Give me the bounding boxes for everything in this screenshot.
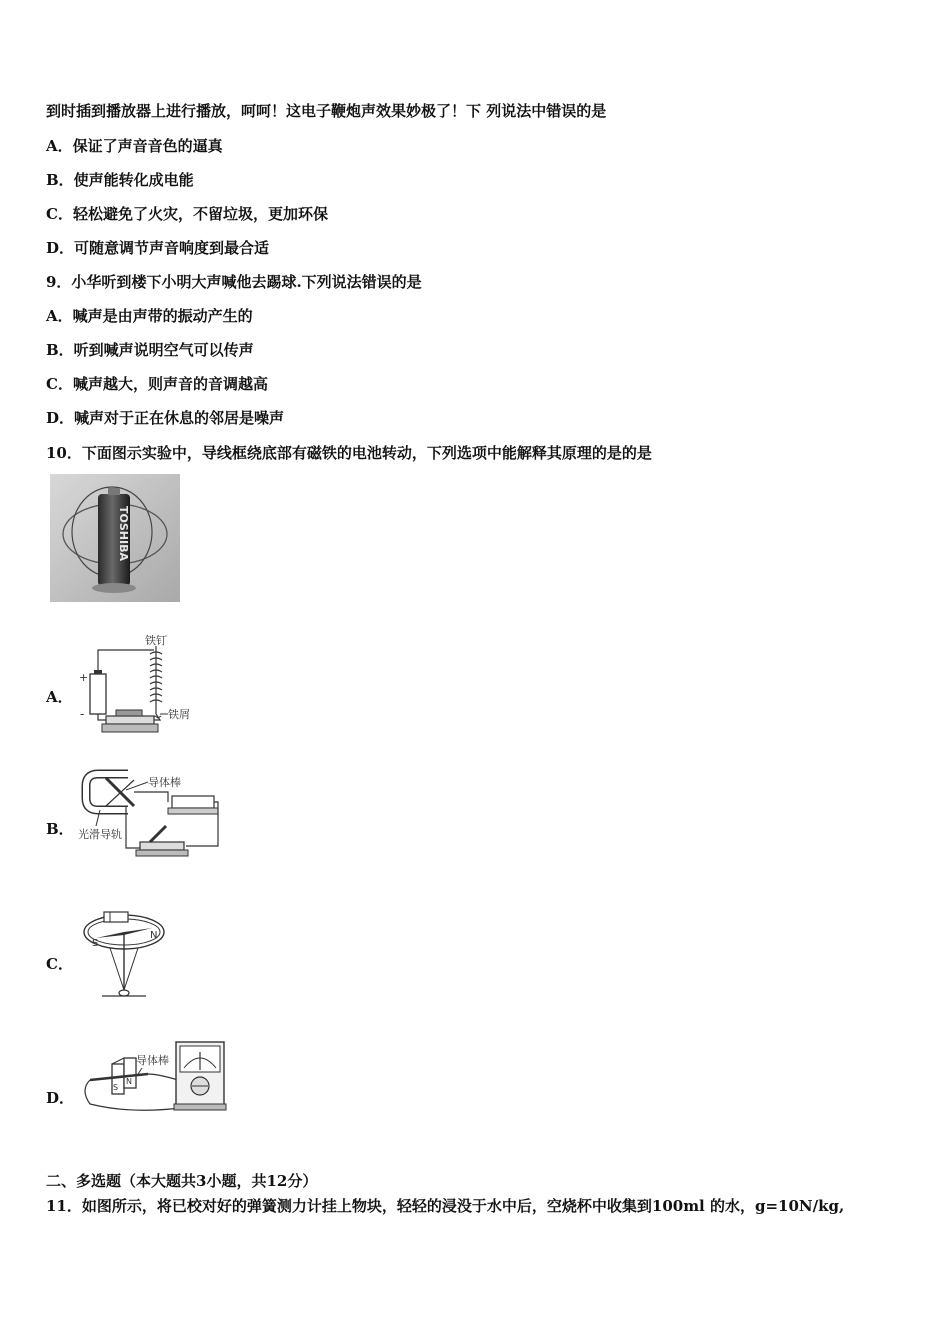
north-pole-label: N: [150, 930, 158, 941]
q10-option-a-label: A．: [46, 688, 73, 706]
q10-option-d-label: D．: [46, 1089, 75, 1107]
d-south-label: S: [113, 1083, 119, 1092]
iron-nail-label: 铁钉: [145, 634, 167, 647]
q8-option-c: C．轻松避免了火灾，不留垃圾，更加环保: [46, 205, 328, 223]
d-conductor-rod-label: 导体棒: [136, 1054, 169, 1067]
south-pole-label: S: [92, 938, 99, 949]
smooth-rail-label: 光滑导轨: [78, 828, 122, 841]
q9-option-a: A．喊声是由声带的振动产生的: [46, 307, 253, 325]
q10-option-c-label: C．: [46, 955, 73, 973]
q8-option-a: A．保证了声音音色的逼真: [46, 137, 223, 155]
q9-option-c: C．喊声越大，则声音的音调越高: [46, 375, 268, 393]
question-8-stem-continued: 到时插到播放器上进行播放，呵呵！这电子鞭炮声效果妙极了！下 列说法中错误的是: [46, 102, 607, 120]
conductor-rod-label: 导体棒: [148, 776, 181, 789]
minus-sign: -: [80, 707, 85, 721]
question-9-stem: 9．小华听到楼下小明大声喊他去踢球.下列说法错误的是: [46, 273, 422, 291]
q8-option-d: D．可随意调节声音响度到最合适: [46, 239, 270, 257]
iron-filings-label: 铁屑: [168, 708, 190, 721]
galvanometer-diagram: [76, 1040, 228, 1118]
battery-motor-photo: [50, 474, 180, 602]
d-north-label: N: [126, 1077, 132, 1086]
q9-option-d: D．喊声对于正在休息的邻居是噪声: [46, 409, 285, 427]
q10-option-b-label: B．: [46, 820, 74, 838]
section-2-heading: 二、多选题（本大题共3小题，共12分）: [46, 1172, 318, 1190]
compass-coil-diagram: [80, 898, 168, 1004]
question-10-stem: 10．下面图示实验中，导线框绕底部有磁铁的电池转动，下列选项中能解释其原理的是的是: [46, 444, 652, 462]
electromagnet-diagram: [76, 632, 216, 744]
conductor-rail-diagram: [76, 766, 224, 862]
q8-option-b: B．使声能转化成电能: [46, 171, 194, 189]
question-11-stem: 11．如图所示，将已校对好的弹簧测力计挂上物块，轻轻的浸没于水中后，空烧杯中收集到100ml 的水，g=10N/kg,: [46, 1197, 845, 1215]
plus-sign: +: [79, 671, 89, 684]
q9-option-b: B．听到喊声说明空气可以传声: [46, 341, 254, 359]
battery-brand-text: TOSHIBA: [117, 506, 130, 561]
